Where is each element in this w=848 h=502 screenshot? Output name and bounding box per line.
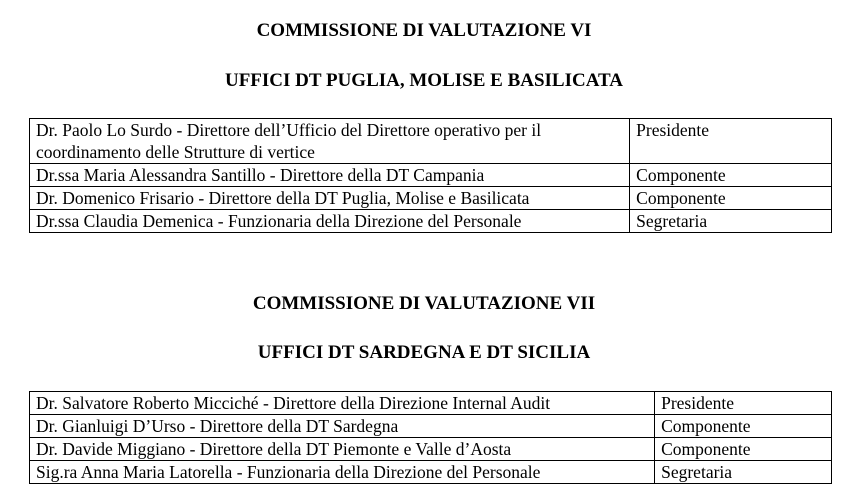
role-cell: Componente — [655, 415, 832, 438]
role-cell: Segretaria — [655, 461, 832, 484]
table-row — [30, 210, 832, 233]
commission-vi-title: COMMISSIONE DI VALUTAZIONE VI — [256, 20, 592, 41]
commission-vi-subtitle: UFFICI DT PUGLIA, MOLISE E BASILICATA — [224, 70, 624, 91]
table-row — [30, 461, 832, 484]
commission-vii-table — [29, 391, 832, 484]
table-row — [30, 164, 832, 187]
commission-vii-subtitle: UFFICI DT SARDEGNA E DT SICILIA — [257, 342, 591, 363]
role-cell: Presidente — [630, 119, 832, 164]
member-cell: Dr. Paolo Lo Surdo - Direttore dell’Ufficio del Direttore operativo per il coordinamento delle Strutture di vertice — [30, 119, 630, 164]
role-cell: Segretaria — [630, 210, 832, 233]
member-cell: Dr. Salvatore Roberto Micciché - Direttore della Direzione Internal Audit — [30, 392, 655, 415]
commission-vii-title: COMMISSIONE DI VALUTAZIONE VII — [252, 293, 596, 314]
table-row — [30, 415, 832, 438]
member-cell: Sig.ra Anna Maria Latorella - Funzionaria della Direzione del Personale — [30, 461, 655, 484]
role-cell: Componente — [630, 187, 832, 210]
member-cell: Dr.ssa Claudia Demenica - Funzionaria della Direzione del Personale — [30, 210, 630, 233]
commission-vi-table — [29, 118, 832, 233]
role-cell: Presidente — [655, 392, 832, 415]
table-row — [30, 187, 832, 210]
table-row — [30, 438, 832, 461]
member-cell: Dr.ssa Maria Alessandra Santillo - Direttore della DT Campania — [30, 164, 630, 187]
member-cell: Dr. Domenico Frisario - Direttore della DT Puglia, Molise e Basilicata — [30, 187, 630, 210]
role-cell: Componente — [655, 438, 832, 461]
table-row — [30, 119, 832, 164]
member-cell: Dr. Gianluigi D’Urso - Direttore della DT Sardegna — [30, 415, 655, 438]
table-row — [30, 392, 832, 415]
role-cell: Componente — [630, 164, 832, 187]
member-cell: Dr. Davide Miggiano - Direttore della DT Piemonte e Valle d’Aosta — [30, 438, 655, 461]
